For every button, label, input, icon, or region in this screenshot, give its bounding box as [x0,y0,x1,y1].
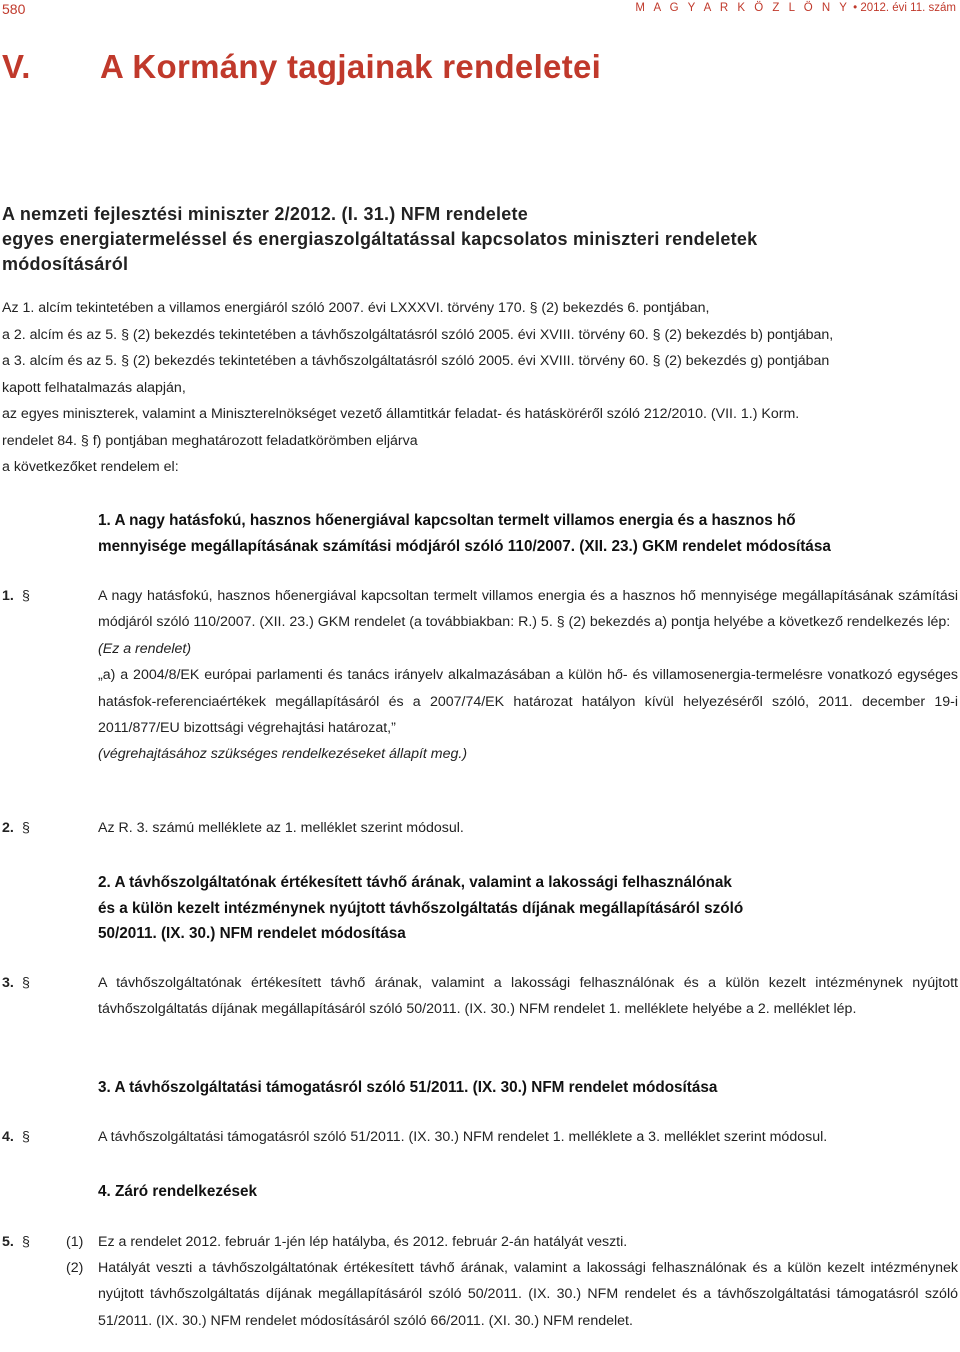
paragraph-sign: § [22,1234,30,1250]
chapter-heading-1 [98,508,938,559]
decree-title-line: egyes energiatermeléssel és energiaszolgáltatással kapcsolatos miniszteri rendeletek [2,229,758,249]
section-2 [2,815,958,841]
section-title: A Kormány tagjainak rendeletei [100,48,602,85]
preamble-line: a 3. alcím és az 5. § (2) bekezdés tekintetében a távhőszolgáltatásról szóló 2005. évi XVIII. törvény 60. § (2) bekezdés g) pontjában [2,353,830,369]
subsection-label-1: (1) [66,1234,84,1250]
preamble-line: rendelet 84. § f) pontjában meghatározott feladatkörömben eljárva [2,432,418,449]
section-text: Az R. 3. számú melléklete az 1. melléklet szerint módosul. [98,820,464,836]
section-lead-in: (Ez a rendelet) [98,640,192,657]
preamble [2,295,958,481]
chapter-line: 2. A távhőszolgáltatónak értékesített távhő árának, valamint a lakossági felhasználónak [98,874,732,891]
paragraph-sign: § [22,588,30,604]
section-heading [2,48,601,86]
chapter-line: és a külön kezelt intézménynek nyújtott távhőszolgáltatás díjának megállapításáról szóló [98,899,744,917]
chapter-heading-3 [98,1075,938,1101]
section-number: 3. [2,975,14,991]
preamble-line: kapott felhatalmazás alapján, [2,379,186,396]
decree-title [2,202,952,277]
publication-title [635,2,956,14]
preamble-line: Az 1. alcím tekintetében a villamos energiáról szóló 2007. évi LXXXVI. törvény 170. § (2) bekezdés 6. pontjában, [2,300,710,316]
chapter-heading-4 [98,1179,938,1205]
section-text: A nagy hatásfokú, hasznos hőenergiával kapcsoltan termelt villamos energia és a hasznos hő mennyisége megállapításának számítási módjáról szóló 110/2007. (XII. 23.) GKM rendelet (a továbbiakban: R.) 5. § (2) bekezdés a) pontja helyébe a következő rendelkezés lép: [98,588,958,631]
issue-number: 2012. évi 11. szám [860,2,956,14]
section-number: 4. [2,1129,14,1145]
preamble-line: a 2. alcím és az 5. § (2) bekezdés tekintetében a távhőszolgáltatásról szóló 2005. évi XVIII. törvény 60. § (2) bekezdés b) pontjában, [2,326,834,343]
section-text: A távhőszolgáltatónak értékesített távhő árának, valamint a lakossági felhasználónak és a külön kezelt intézménynek nyújtott távhőszolgáltatás díjának megállapításáról szóló 50/2011. (IX. 30.) NFM rendelet 1. melléklete helyébe a 2. melléklet lép. [98,975,958,1018]
section-3 [2,970,958,1023]
journal-name: M A G Y A R K Ö Z L Ö N Y [635,2,850,14]
running-header [0,0,960,22]
section-5 [2,1229,958,1255]
paragraph-sign: § [22,975,30,991]
section-text: A távhőszolgáltatási támogatásról szóló 51/2011. (IX. 30.) NFM rendelet 1. melléklete a 3. melléklet szerint módosul. [98,1129,828,1145]
paragraph-sign: § [22,1129,30,1145]
page-number: 580 [2,1,26,17]
section-tail: (végrehajtásához szükséges rendelkezéseket állapít meg.) [98,746,468,763]
chapter-heading-2 [98,870,938,947]
paragraph-sign: § [22,820,30,836]
section-number: V. [2,48,31,85]
decree-title-line: A nemzeti fejlesztési miniszter 2/2012. (I. 31.) NFM rendelete [2,204,529,224]
chapter-line: 4. Záró rendelkezések [98,1183,258,1200]
preamble-line: a következőket rendelem el: [2,459,179,475]
section-5-subsection-2 [2,1255,958,1334]
chapter-line: mennyisége megállapításának számítási módjáról szóló 110/2007. (XII. 23.) GKM rendelet módosítása [98,537,831,555]
section-number: 2. [2,820,14,836]
subsection-label-2: (2) [66,1260,84,1276]
chapter-line: 1. A nagy hatásfokú, hasznos hőenergiával kapcsoltan termelt villamos energia és a hasznos hő [98,512,796,529]
chapter-line: 3. A távhőszolgáltatási támogatásról szóló 51/2011. (IX. 30.) NFM rendelet módosítása [98,1079,718,1096]
section-1 [2,583,958,768]
section-number: 1. [2,588,14,604]
subsection-text-1: Ez a rendelet 2012. február 1-jén lép hatályba, és 2012. február 2-án hatályát veszti. [98,1234,628,1250]
subsection-text-2: Hatályát veszti a távhőszolgáltatónak értékesített távhő árának, valamint a lakossági felhasználónak és a külön kezelt intézménynek nyújtott távhőszolgáltatás díjának megállapításáról szóló 50/2011. (IX. 30.) NFM rendelet és a távhőszolgáltatási támogatásról szóló 51/2011. (IX. 30.) NFM rendelet módosításáról szóló 66/2011. (XI. 30.) NFM rendelet. [98,1260,958,1329]
chapter-line: 50/2011. (IX. 30.) NFM rendelet módosítása [98,925,406,942]
preamble-line: az egyes miniszterek, valamint a Miniszterelnökséget vezető államtitkár feladat- és hatásköréről szóló 212/2010. (VII. 1.) Korm. [2,406,800,422]
separator-bullet: • [853,2,858,14]
decree-title-line: módosításáról [2,254,129,274]
section-number: 5. [2,1234,14,1250]
amendment-quote: „a) a 2004/8/EK európai parlamenti és tanács irányelv alkalmazásában a külön hő- és villamosenergia-termelésre vonatkozó egységes hatásfok-referenciaértékek megállapításáról és a 2007/74/EK határozat hatályon kívül helyezéséről szóló, 2011. december 19-i 2011/877/EU bizottsági végrehajtási határozat,” [98,667,958,737]
section-4 [2,1124,958,1150]
